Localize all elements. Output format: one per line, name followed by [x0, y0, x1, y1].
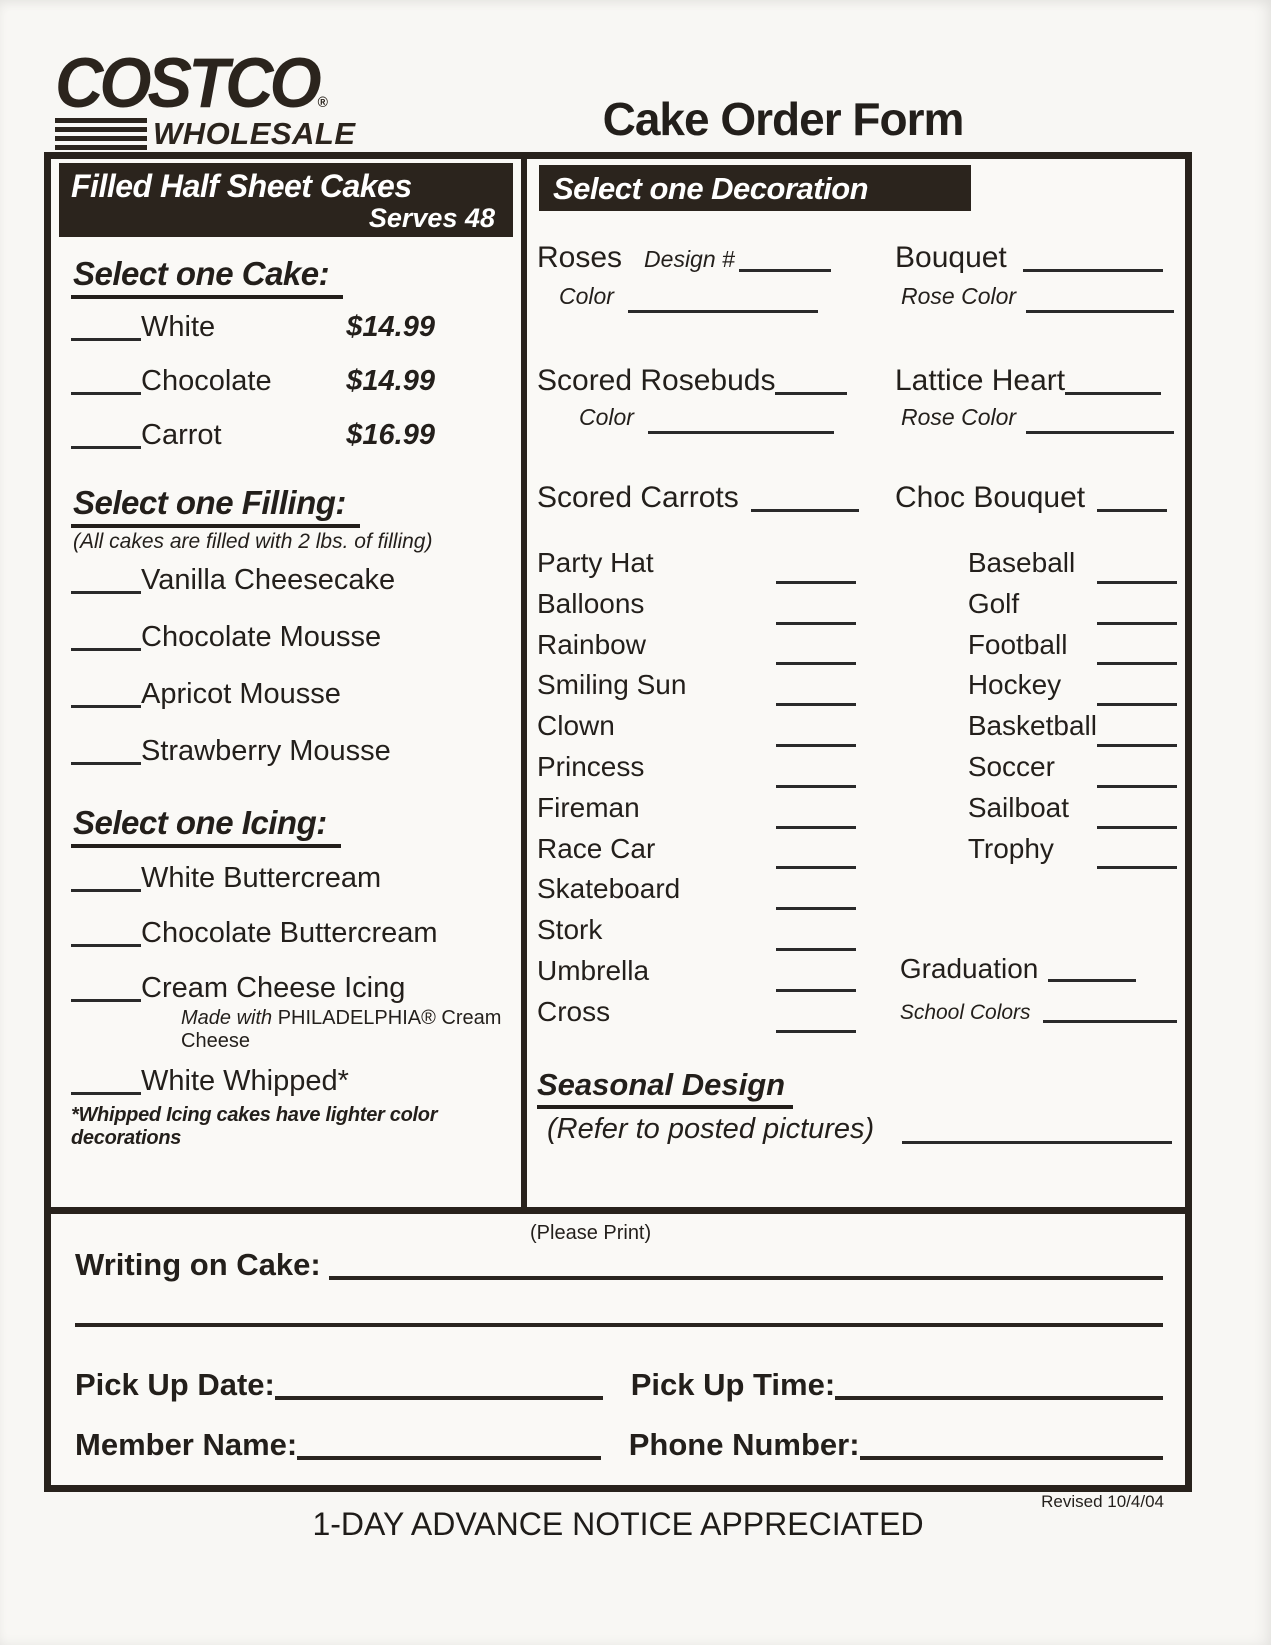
decoration-option: [537, 588, 856, 629]
choc-bouquet-label: Choc Bouquet: [895, 481, 1086, 514]
decoration-label: Soccer: [967, 750, 1055, 782]
cake-price: $14.99: [346, 365, 435, 397]
decoration-blank[interactable]: [776, 637, 856, 665]
icing-option-row: [71, 1065, 513, 1098]
bouquet-blank[interactable]: [1023, 242, 1163, 272]
seasonal-design-section: [537, 1067, 1177, 1146]
decoration-label: Smiling Sun: [537, 669, 687, 701]
decoration-option: [968, 588, 1177, 629]
filling-option-row: [71, 735, 513, 768]
decoration-option: [968, 833, 1177, 874]
decoration-blank[interactable]: [1097, 678, 1177, 706]
decoration-panel-title: Select one Decoration: [553, 171, 869, 206]
decoration-blank[interactable]: [776, 719, 856, 747]
page-footer: [44, 1492, 1192, 1543]
decoration-blank[interactable]: [776, 556, 856, 584]
decoration-label: Basketball: [967, 710, 1097, 742]
icing-option-row: [71, 862, 513, 895]
seasonal-design-heading: Seasonal Design: [537, 1067, 793, 1109]
decoration-label: Football: [967, 628, 1068, 660]
note-brand: PHILADELPHIA® Cream Cheese: [181, 1007, 502, 1052]
color-label: Color: [559, 283, 614, 309]
chocolate-buttercream-blank[interactable]: [71, 918, 141, 947]
decoration-blank[interactable]: [776, 882, 856, 910]
select-icing-heading: Select one Icing:: [71, 804, 341, 848]
pickup-row: [75, 1367, 1163, 1403]
decoration-label: Golf: [967, 587, 1020, 619]
decoration-blank[interactable]: [1097, 801, 1177, 829]
advance-notice-text: 1-DAY ADVANCE NOTICE APPRECIATED: [312, 1506, 924, 1542]
color-label: Color: [579, 404, 634, 430]
decoration-blank[interactable]: [776, 801, 856, 829]
registered-mark: ®: [317, 93, 328, 110]
chocolate-cake-blank[interactable]: [71, 366, 141, 395]
decoration-column-left: [537, 547, 856, 1037]
decoration-label: Trophy: [967, 832, 1054, 864]
decoration-option: [968, 710, 1177, 751]
decoration-label: Clown: [537, 710, 615, 742]
decoration-option: [968, 629, 1177, 670]
rosebuds-color-blank[interactable]: [648, 404, 834, 434]
carrot-cake-blank[interactable]: [71, 420, 141, 449]
icing-label: White Whipped*: [141, 1065, 349, 1097]
decoration-label: Fireman: [537, 791, 640, 823]
decoration-blank[interactable]: [776, 841, 856, 869]
decoration-option: [968, 792, 1177, 833]
writing-on-cake-row: [75, 1247, 1163, 1283]
cake-label: Carrot: [141, 419, 222, 451]
vanilla-cheesecake-blank[interactable]: [71, 565, 141, 594]
note-prefix: Made with: [181, 1007, 273, 1029]
decoration-option: [537, 547, 856, 588]
cake-selection-panel: [51, 159, 527, 1207]
decoration-blank[interactable]: [776, 678, 856, 706]
decoration-option: [537, 710, 856, 751]
design-number-label: Design #: [644, 246, 735, 272]
seasonal-design-note: (Refer to posted pictures): [547, 1112, 875, 1145]
decoration-blank[interactable]: [776, 923, 856, 951]
decoration-option: [537, 955, 856, 996]
decoration-label: Hockey: [967, 669, 1062, 701]
phone-number-blank[interactable]: [860, 1456, 1163, 1460]
decoration-label: Rainbow: [537, 628, 646, 660]
decoration-blank[interactable]: [776, 964, 856, 992]
member-name-label: Member Name:: [75, 1427, 298, 1462]
scored-carrots-blank[interactable]: [751, 482, 859, 512]
decoration-label: Party Hat: [537, 547, 654, 578]
decoration-blank[interactable]: [1097, 597, 1177, 625]
decoration-label: Princess: [537, 750, 645, 782]
cake-price: $14.99: [346, 311, 435, 343]
costco-logo: [55, 43, 375, 152]
roses-color-blank[interactable]: [628, 283, 818, 313]
filling-option-row: [71, 564, 513, 597]
decoration-option: [537, 629, 856, 670]
choc-bouquet-blank[interactable]: [1097, 482, 1167, 512]
costco-brand-text: COSTCO: [55, 43, 318, 123]
decoration-option: [537, 996, 856, 1037]
bouquet-rose-color-blank[interactable]: [1026, 283, 1174, 313]
decoration-label: Race Car: [537, 832, 656, 864]
school-colors-blank[interactable]: [1043, 1002, 1177, 1023]
member-name-blank[interactable]: [297, 1456, 600, 1460]
lattice-heart-label: Lattice Heart: [895, 364, 1066, 397]
chocolate-mousse-blank[interactable]: [71, 622, 141, 651]
scored-rosebuds-blank[interactable]: [775, 365, 847, 395]
decoration-blank[interactable]: [1097, 841, 1177, 869]
decoration-label: Umbrella: [537, 954, 650, 986]
wholesale-text: WHOLESALE: [147, 116, 356, 152]
writing-on-cake-line-1[interactable]: [329, 1276, 1163, 1280]
filling-label: Vanilla Cheesecake: [141, 564, 396, 596]
decoration-blank[interactable]: [776, 1005, 856, 1033]
filling-option-row: [71, 678, 513, 711]
pickup-date-label: Pick Up Date:: [75, 1367, 275, 1402]
school-colors-row: [900, 1001, 1177, 1025]
cake-option-row: [71, 419, 513, 452]
school-colors-label: School Colors: [899, 1001, 1031, 1025]
cake-label: White: [141, 311, 216, 343]
decoration-label: Stork: [537, 914, 603, 946]
revised-date: Revised 10/4/04: [1041, 1492, 1164, 1511]
pickup-date-blank[interactable]: [275, 1396, 603, 1400]
graduation-row: [900, 953, 1177, 985]
decoration-option: [968, 547, 1177, 588]
cake-label: Chocolate: [141, 365, 272, 397]
carrots-chocbouquet-row: [537, 481, 1177, 515]
page-header: [55, 43, 1191, 152]
decoration-option: [537, 873, 856, 914]
decoration-label: Cross: [537, 995, 611, 1027]
select-cake-heading: Select one Cake:: [71, 255, 343, 299]
icing-label: Chocolate Buttercream: [141, 917, 438, 949]
seasonal-design-blank[interactable]: [902, 1128, 1172, 1144]
decoration-blank[interactable]: [776, 597, 856, 625]
icing-option-row: [71, 917, 513, 950]
lattice-rose-color-blank[interactable]: [1026, 404, 1174, 434]
cream-cheese-note: [181, 1007, 513, 1053]
decoration-option: [537, 833, 856, 874]
strawberry-mousse-blank[interactable]: [71, 736, 141, 765]
phone-number-label: Phone Number:: [628, 1427, 860, 1462]
filling-note: (All cakes are filled with 2 lbs. of filling): [73, 530, 433, 553]
decoration-option: [968, 751, 1177, 792]
please-print-label: (Please Print): [530, 1222, 652, 1244]
apricot-mousse-blank[interactable]: [71, 679, 141, 708]
roses-bouquet-row: [537, 241, 1177, 275]
left-panel-header: [59, 163, 513, 237]
decoration-panel: [527, 159, 1185, 1207]
whipped-icing-footnote: *Whipped Icing cakes have lighter color decorations: [71, 1104, 438, 1149]
pickup-time-label: Pick Up Time:: [630, 1367, 836, 1402]
white-buttercream-blank[interactable]: [71, 863, 141, 892]
decoration-column-right: [899, 547, 1177, 1037]
writing-on-cake-line-2[interactable]: [75, 1283, 1163, 1327]
decoration-option: [537, 914, 856, 955]
decoration-option: [968, 669, 1177, 710]
graduation-blank[interactable]: [1048, 954, 1136, 982]
filling-label: Strawberry Mousse: [141, 735, 391, 767]
decoration-blank[interactable]: [1097, 556, 1177, 584]
decoration-panel-header: [539, 165, 971, 211]
rosebuds-lattice-row: [537, 364, 1177, 398]
white-cake-blank[interactable]: [71, 312, 141, 341]
decoration-label: Sailboat: [967, 791, 1069, 823]
left-panel-title: Filled Half Sheet Cakes: [71, 168, 412, 204]
page-title: Cake Order Form: [602, 93, 964, 145]
decoration-blank[interactable]: [1097, 719, 1177, 747]
filling-option-row: [71, 621, 513, 654]
roses-label: Roses: [537, 241, 623, 274]
scored-rosebuds-label: Scored Rosebuds: [537, 364, 776, 397]
decoration-blank[interactable]: [1097, 637, 1177, 665]
bouquet-label: Bouquet: [895, 241, 1007, 274]
icing-option-row: [71, 972, 513, 1005]
white-whipped-blank[interactable]: [71, 1066, 141, 1095]
graduation-label: Graduation: [899, 953, 1039, 985]
order-form-box: [44, 152, 1192, 1492]
decoration-label: Balloons: [537, 587, 645, 619]
scored-carrots-label: Scored Carrots: [537, 481, 739, 514]
rose-color-label: Rose Color: [901, 404, 1017, 430]
decoration-label: Skateboard: [537, 873, 681, 905]
icing-label: White Buttercream: [141, 862, 382, 894]
cake-option-row: [71, 365, 513, 398]
color-row: [537, 283, 1177, 316]
cream-cheese-icing-blank[interactable]: [71, 973, 141, 1002]
costco-wordmark: [55, 43, 375, 123]
lattice-heart-blank[interactable]: [1065, 365, 1161, 395]
writing-on-cake-label: Writing on Cake:: [75, 1247, 321, 1282]
cake-option-row: [71, 311, 513, 344]
serves-label: Serves 48: [368, 203, 495, 233]
icing-label: Cream Cheese Icing: [141, 972, 406, 1004]
decoration-grid: [537, 547, 1177, 1037]
filling-label: Apricot Mousse: [141, 678, 341, 710]
decoration-option: [537, 751, 856, 792]
order-info-panel: [51, 1207, 1185, 1485]
decoration-option: [537, 669, 856, 710]
filling-label: Chocolate Mousse: [141, 621, 382, 653]
top-panels: [51, 159, 1185, 1207]
member-row: [75, 1427, 1163, 1463]
rose-color-label: Rose Color: [901, 283, 1017, 309]
cake-price: $16.99: [346, 419, 435, 451]
decoration-label: Baseball: [967, 547, 1076, 578]
select-filling-heading: Select one Filling:: [71, 484, 360, 528]
decoration-blank[interactable]: [1097, 760, 1177, 788]
decoration-blank[interactable]: [776, 760, 856, 788]
roses-design-number-blank[interactable]: [739, 242, 831, 272]
color-row: [537, 404, 1177, 437]
decoration-option: [537, 792, 856, 833]
graduation-block: [900, 953, 1177, 1025]
pickup-time-blank[interactable]: [835, 1396, 1163, 1400]
